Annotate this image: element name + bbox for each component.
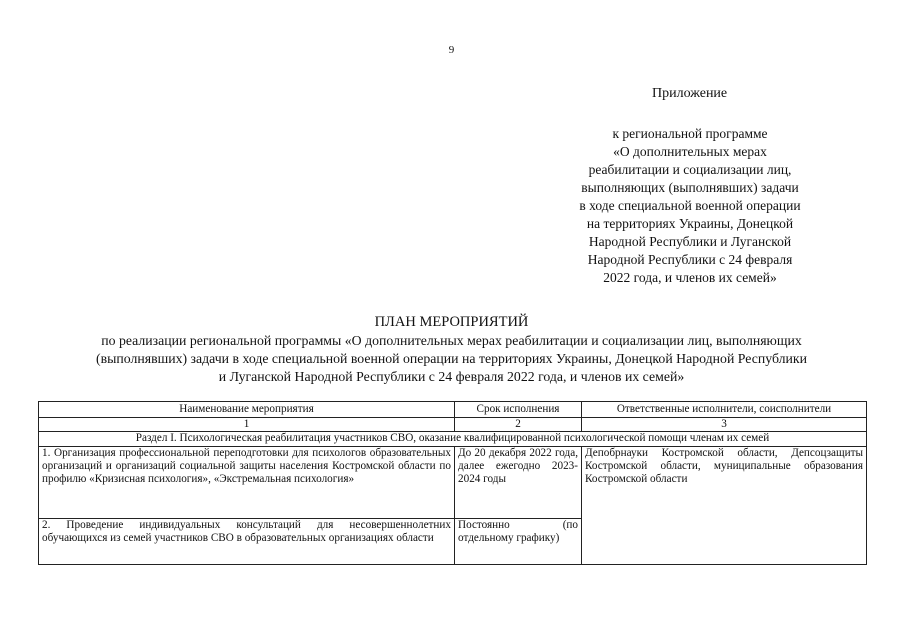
plan-subtitle-line: (выполнявших) задачи в ходе специальной военной операции на территориях Украины, Донецкой Народной Республики [96, 351, 807, 366]
column-number: 3 [582, 418, 867, 432]
column-number: 2 [455, 418, 582, 432]
table-header-row [39, 402, 867, 418]
section-title: Раздел I. Психологическая реабилитация участников СВО, оказание квалифицированной психологической помощи членам их семей [39, 432, 867, 447]
appendix-line: «О дополнительных мерах [613, 144, 767, 159]
section-row [39, 432, 867, 447]
appendix-line: 2022 года, и членов их семей» [603, 270, 777, 285]
event-cell: 1. Организация профессиональной переподготовки для психологов образовательных организаций и организаций социальной защиты населения Костромской области по профилю «Кризисная психология», «Экстремальная психология» [39, 447, 455, 519]
appendix-line: реабилитации и социализации лиц, [588, 162, 792, 177]
plan-subtitle-line: и Луганской Народной Республики с 24 февраля 2022 года, и членов их семей» [218, 369, 685, 384]
appendix-text [540, 125, 840, 287]
appendix-heading: Приложение [652, 86, 728, 101]
event-cell: 2. Проведение индивидуальных консультаций для несовершеннолетних обучающихся из семей участников СВО в образовательных организациях области [39, 519, 455, 565]
appendix-line: к региональной программе [612, 126, 768, 141]
appendix-line: в ходе специальной военной операции [579, 198, 801, 213]
plan-table [38, 401, 867, 565]
appendix-line: выполняющих (выполнявших) задачи [581, 180, 799, 195]
header-executors: Ответственные исполнители, соисполнители [582, 402, 867, 418]
plan-title: ПЛАН МЕРОПРИЯТИЙ [374, 314, 529, 330]
plan-subtitle [40, 332, 863, 386]
column-number: 1 [39, 418, 455, 432]
executors-cell: Депобрнауки Костромской области, Депсоцзащиты Костромской области, муниципальные образования Костромской области [582, 447, 867, 565]
header-event-name: Наименование мероприятия [39, 402, 455, 418]
deadline-cell: До 20 декабря 2022 года, далее ежегодно 2023-2024 годы [455, 447, 582, 519]
header-deadline: Срок исполнения [455, 402, 582, 418]
deadline-cell: Постоянно (по отдельному графику) [455, 519, 582, 565]
column-number-row [39, 418, 867, 432]
appendix-line: Народной Республики и Луганской [588, 234, 792, 249]
appendix-line: на территориях Украины, Донецкой [586, 216, 794, 231]
appendix-line: Народной Республики с 24 февраля [587, 252, 793, 267]
plan-subtitle-line: по реализации региональной программы «О дополнительных мерах реабилитации и социализации лиц, выполняющих [101, 333, 802, 348]
page-number: 9 [448, 44, 455, 56]
table-row [39, 447, 867, 519]
